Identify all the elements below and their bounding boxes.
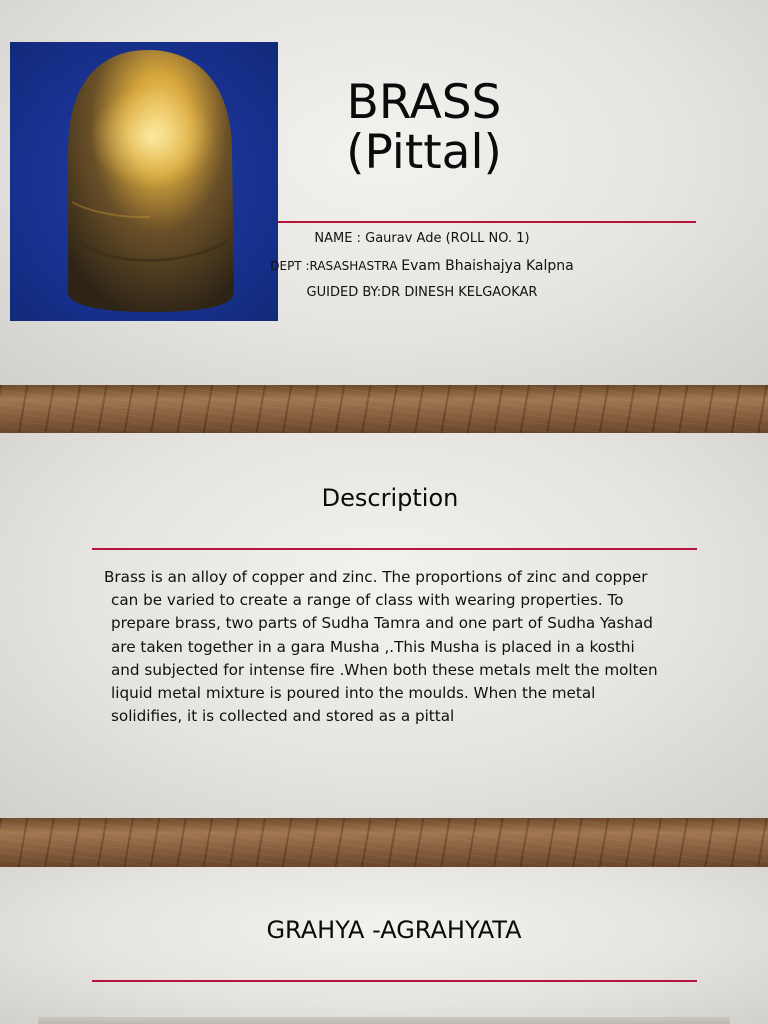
paragraph-line: Brass is an alloy of copper and zinc. The proportions of zinc and copper [104, 568, 648, 586]
brass-ingot-image [10, 42, 278, 321]
slide-title [300, 75, 548, 180]
heading-divider [92, 980, 697, 982]
paragraph-line: are taken together in a gara Musha ,.This Musha is placed in a kosthi [111, 637, 635, 656]
paragraph-line: prepare brass, two parts of Sudha Tamra and one part of Sudha Yashad [111, 614, 653, 633]
brass-ingot-photo [10, 42, 278, 321]
heading-divider [92, 548, 697, 550]
description-slide [0, 433, 768, 818]
title-line-1: BRASS [346, 75, 502, 130]
section-heading: GRAHYA -AGRAHYATA [266, 916, 522, 944]
paragraph-line: solidifies, it is collected and stored as a pittal [111, 707, 455, 726]
department-prefix: DEPT :RASASHASTRA [270, 259, 398, 273]
paragraph-line: can be varied to create a range of class with wearing properties. To [111, 591, 624, 610]
guide-line: GUIDED BY:DR DINESH KELGAOKAR [306, 285, 538, 300]
description-paragraph [104, 566, 704, 728]
paragraph-line: liquid metal mixture is poured into the moulds. When the metal [111, 684, 596, 703]
department-suffix: Evam Bhaishajya Kalpna [401, 258, 574, 274]
department-line [200, 258, 644, 274]
content-image-edge [38, 1017, 730, 1024]
slide-separator [0, 385, 768, 433]
author-name: NAME : Gaurav Ade (ROLL NO. 1) [314, 231, 530, 246]
title-line-2: (Pittal) [346, 125, 502, 180]
title-divider [278, 221, 696, 223]
title-slide [0, 0, 768, 385]
section-heading: Description [321, 484, 459, 512]
grahya-slide [0, 867, 768, 1024]
slide-separator [0, 818, 768, 867]
paragraph-line: and subjected for intense fire .When both these metals melt the molten [111, 660, 658, 679]
